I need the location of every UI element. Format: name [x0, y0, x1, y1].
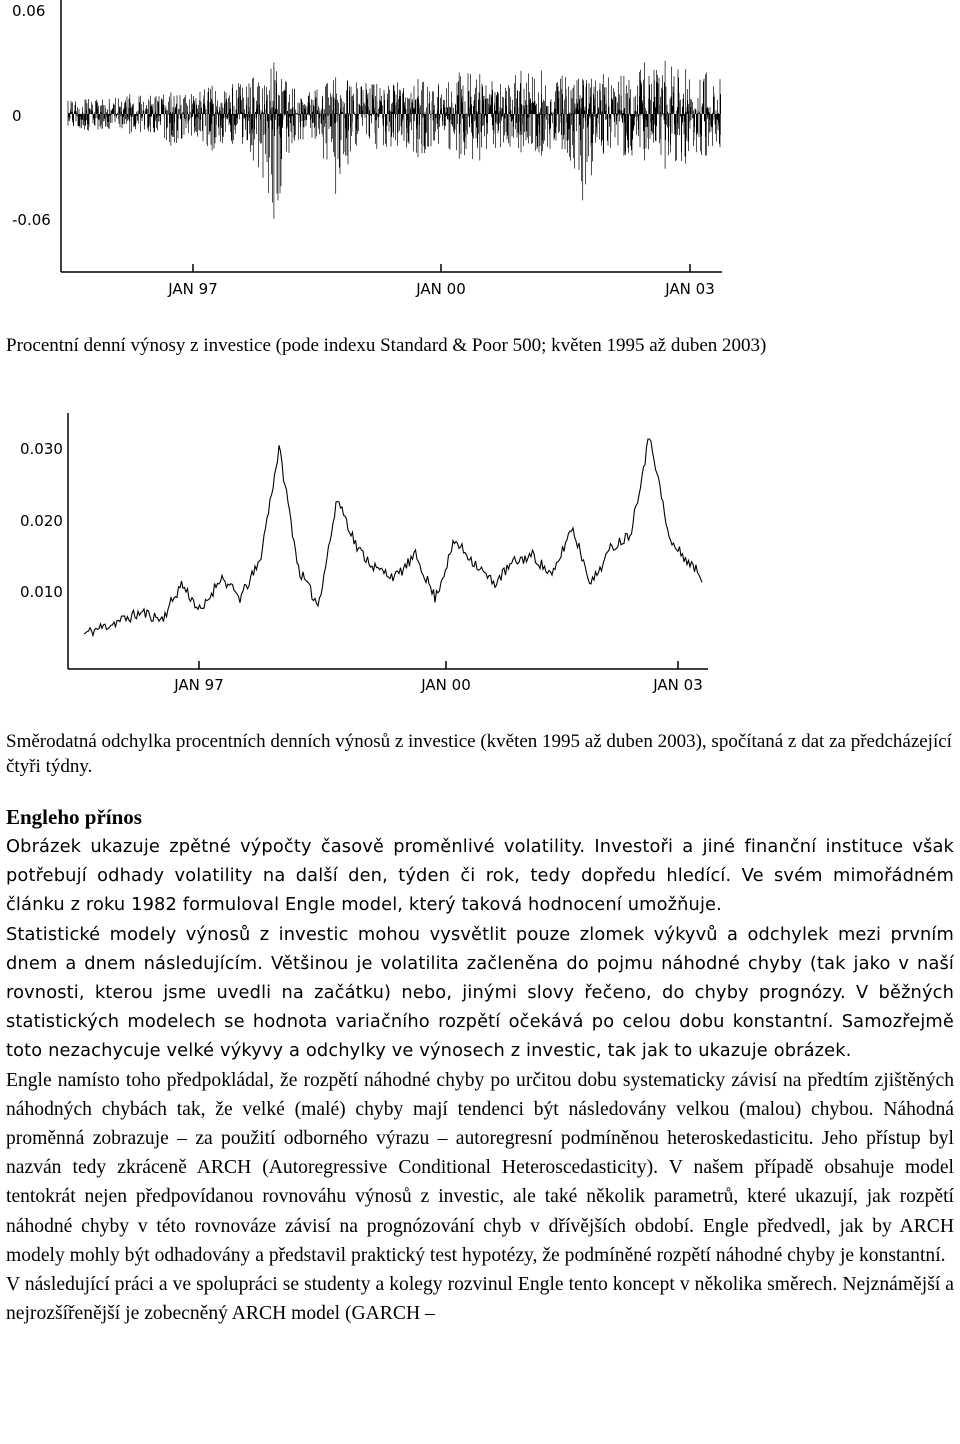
section-heading: Engleho přínos: [6, 805, 142, 829]
body-text: [6, 832, 954, 1328]
figure-2-caption: [6, 729, 956, 779]
x-tick-label: JAN 00: [421, 676, 471, 694]
x-tick-labels: [173, 661, 703, 694]
y-tick-label: 0.030: [20, 440, 63, 458]
x-tick-label: JAN 00: [416, 280, 466, 298]
x-tick-label: JAN 97: [174, 676, 224, 694]
volatility-chart-svg: [0, 405, 960, 705]
y-tick-label: 0.020: [20, 512, 63, 530]
figure-1-caption: Procentní denní výnosy z investice (pode indexu Standard & Poor 500; květen 1995 až duben 2003): [6, 335, 767, 356]
paragraph: Obrázek ukazuje zpětné výpočty časově proměnlivé volatility. Investoři a jiné finanční instituce však potřebují odhady volatility na další den, týden či rok, tedy dopředu hledící. Ve svém mimořádném článku z roku 1982 formuloval Engle model, který taková hodnocení umožňuje.: [6, 836, 954, 916]
returns-chart: [0, 0, 960, 310]
x-tick-label: JAN 97: [168, 280, 218, 298]
volatility-chart: [0, 405, 960, 705]
y-tick-labels: [20, 440, 63, 601]
y-tick-label: 0.06: [12, 2, 46, 20]
paragraph: V následující práci a ve spolupráci se studenty a kolegy rozvinul Engle tento koncept v několika směrech. Nejznámější a nejrozšířenější je zobecněný ARCH model (GARCH –: [6, 1274, 954, 1325]
volatility-line: [84, 439, 702, 635]
x-tick-label: JAN 03: [653, 676, 703, 694]
x-tick-labels: [167, 264, 715, 298]
y-tick-label: 0: [12, 107, 22, 125]
figure-2-caption-text: Směrodatná odchylka procentních denních výnosů z investice (květen 1995 až duben 2003), spočítaná z dat za předcházející čtyři týdny.: [6, 731, 952, 777]
paragraph: Statistické modely výnosů z investic mohou vysvětlit pouze zlomek výkyvů a odchylek mezi prvním dnem a dnem následujícím. Většinou je volatilita začleněna do pojmu náhodné chyby (tak jako v naší rovnosti, kterou jsme uvedli na začátku) nebo, jinými slovy řečeno, do chyby prognózy. V běžných statistických modelech se hodnota variačního rozpětí očekává po celou dobu konstantní. Samozřejmě toto nezachycuje velké výkyvy a odchylky ve výnosech z investic, tak jak to ukazuje obrázek.: [6, 923, 954, 1062]
returns-bars: [68, 61, 721, 219]
returns-chart-svg: [0, 0, 960, 310]
paragraph: Engle namísto toho předpokládal, že rozpětí náhodné chyby po určitou dobu systematicky závisí na předtím zjištěných náhodných chybách tak, že velké (malé) chyby mají tendenci být následovány velkou (malou) chybou. Náhodná proměnná zobrazuje – za použití odborného výrazu – autoregresní podmíněnou heteroskedasticitu. Jeho přístup byl nazván tedy zkráceně ARCH (Autoregressive Conditional Heteroscedasticity). V našem případě obsahuje model tentokrát nejen předpovídanou rovnováhu výnosů z investic, ale také několik parametrů, které ukazují, jak rozpětí náhodné chyby v této rovnováze závisí na prognózování chyb v dřívějších období. Engle předvedl, jak by ARCH modely mohly být odhadovány a představil praktický test hypotézy, že podmíněné rozpětí náhodné chyby je konstantní.: [6, 1069, 954, 1266]
x-tick-label: JAN 03: [665, 280, 715, 298]
y-tick-labels: [12, 2, 51, 229]
returns-series: [68, 61, 721, 219]
y-tick-label: -0.06: [12, 211, 51, 229]
y-tick-label: 0.010: [20, 583, 63, 601]
